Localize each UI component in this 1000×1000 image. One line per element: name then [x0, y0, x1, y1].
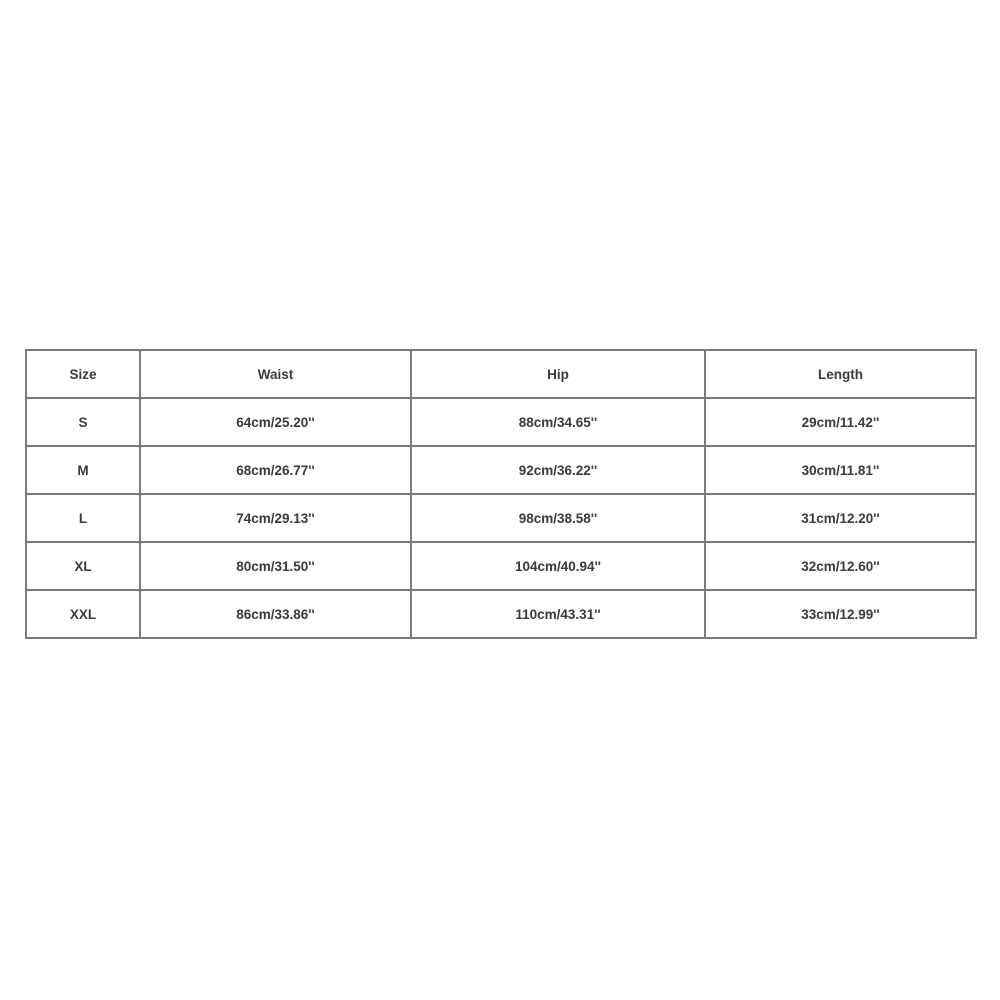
cell-length: 33cm/12.99''	[705, 590, 976, 638]
cell-length: 31cm/12.20''	[705, 494, 976, 542]
cell-size: XL	[26, 542, 140, 590]
header-size: Size	[26, 350, 140, 398]
cell-hip: 98cm/38.58''	[411, 494, 705, 542]
table-row	[26, 398, 976, 446]
header-hip: Hip	[411, 350, 705, 398]
cell-size: XXL	[26, 590, 140, 638]
table-row	[26, 494, 976, 542]
cell-waist: 86cm/33.86''	[140, 590, 411, 638]
cell-waist: 64cm/25.20''	[140, 398, 411, 446]
cell-length: 29cm/11.42''	[705, 398, 976, 446]
cell-hip: 92cm/36.22''	[411, 446, 705, 494]
header-waist: Waist	[140, 350, 411, 398]
cell-hip: 104cm/40.94''	[411, 542, 705, 590]
cell-waist: 80cm/31.50''	[140, 542, 411, 590]
cell-length: 32cm/12.60''	[705, 542, 976, 590]
header-length: Length	[705, 350, 976, 398]
cell-waist: 68cm/26.77''	[140, 446, 411, 494]
table-row	[26, 542, 976, 590]
size-chart-table	[25, 349, 977, 639]
cell-length: 30cm/11.81''	[705, 446, 976, 494]
cell-hip: 88cm/34.65''	[411, 398, 705, 446]
header-row	[26, 350, 976, 398]
cell-size: S	[26, 398, 140, 446]
cell-size: M	[26, 446, 140, 494]
table-row	[26, 446, 976, 494]
table-row	[26, 590, 976, 638]
cell-waist: 74cm/29.13''	[140, 494, 411, 542]
cell-size: L	[26, 494, 140, 542]
cell-hip: 110cm/43.31''	[411, 590, 705, 638]
